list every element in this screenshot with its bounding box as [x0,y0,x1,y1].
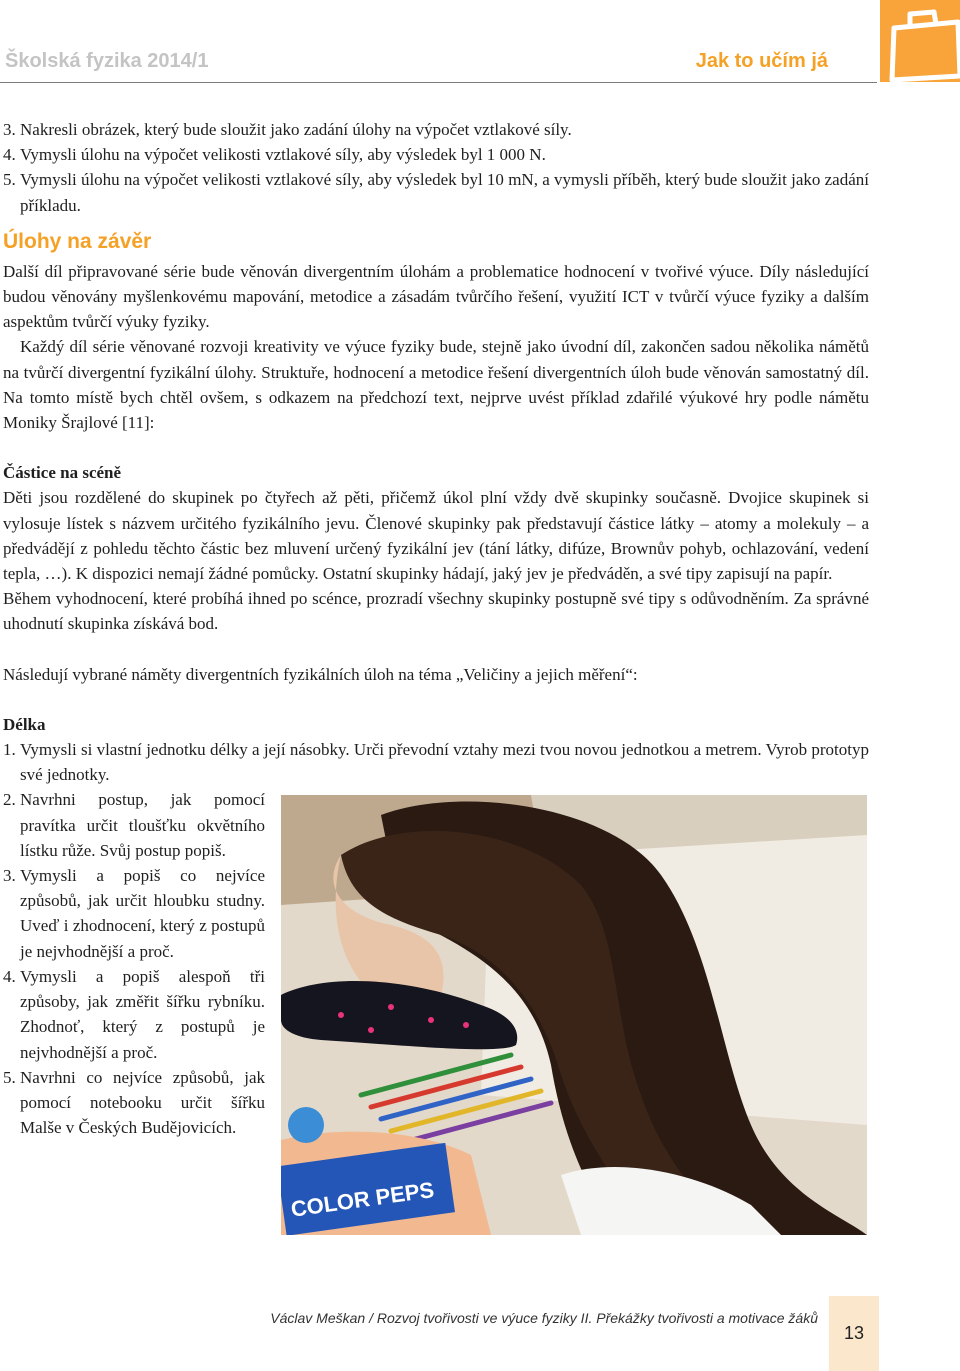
list-text: Nakresli obrázek, který bude sloužit jako zadání úlohy na výpočet vztlakové síly. [20,120,572,139]
list-item [3,142,869,167]
photo-brand-text: COLOR PEPS [289,1177,436,1223]
list-item [3,964,265,1065]
themes-intro: Následují vybrané náměty divergentních fyzikálních úloh na téma „Veličiny a jejich měření“: [3,664,638,684]
list-text: Navrhni co nejvíce způsobů, jak pomocí notebooku určit šířku Malše v Českých Budějovicích. [20,1067,265,1138]
spacer [3,435,869,460]
list-number: 4. [3,145,16,165]
section-title: Jak to učím já [695,50,828,72]
journal-title: Školská fyzika 2014/1 [5,50,209,72]
header-rule [0,82,877,83]
length-two-column [3,787,869,1235]
list-number: 3. [3,866,16,886]
length-list [3,787,265,1235]
list-text: Vymysli úlohu na výpočet velikosti vztlakové síly, aby výsledek byl 1 000 N. [20,145,546,165]
list-item [3,863,265,964]
footer-author-line: Václav Meškan / Rozvoj tvořivosti ve výuce fyziky II. Překážky tvořivosti a motivace žáků [270,1310,818,1326]
article-body [3,117,869,1235]
briefcase-icon [880,0,960,82]
list-text: Vymysli si vlastní jednotku délky a její násobky. Urči převodní vztahy mezi tvou novou jednotkou a metrem. Vyrob prototyp své jednotky. [20,740,869,785]
conclusion-paragraph-2: Každý díl série věnované rozvoji kreativity ve výuce fyziky bude, stejně jako úvodní díl, zakončen sadou několika námětů na tvůrčí divergentní fyzikální úlohy. Struktuře, hodnocení a metodice řešení divergentních úloh bude věnován samostatný díl. Na tomto místě bych chtěl ovšem, s odkazem na předchozí text, nejprve uvést příklad zdařilé výukové hry podle námětu Moniky Šrajlové [11]: [3,337,869,433]
list-number: 4. [3,966,16,986]
photo-illustration [281,795,867,1235]
classroom-photo [281,795,867,1235]
spacer [3,687,869,712]
list-text: Navrhni postup, jak pomocí pravítka určit tloušťku okvětního lístku růže. Svůj postup popiš. [20,790,265,860]
list-number: 1. [3,740,16,760]
spacer [3,637,869,662]
game-paragraph-1: Děti jsou rozdělené do skupinek po čtyřech až pěti, přičemž úkol plní vždy dvě skupinky současně. Dvojice skupinek si vylosuje lístek s názvem určitého fyzikálního jevu. Členové skupinky pak představují částice látky – atomy a molekuly – a předvádějí z pohledu těchto částic bez mluvení určený fyzikální jev (tání látky, difúze, Brownův pohyb, ochlazování, vedení tepla, …). K dispozici nemají žádné pomůcky. Ostatní skupinky hádají, jaký jev je předváděn, a své tipy zapisují na papír. [3,488,869,584]
list-item [3,1065,265,1141]
list-number: 5. [3,1067,16,1087]
list-number: 3. [3,120,16,139]
page-footer [0,1296,960,1371]
list-item [3,737,869,787]
length-heading: Délka [3,714,46,734]
game-paragraph-2: Během vyhodnocení, které probíhá ihned po scénce, prozradí všechny skupinky postupně své tipy s odůvodněním. Za správné uhodnutí skupinka získává bod. [3,589,869,634]
conclusion-heading: Úlohy na závěr [3,229,152,253]
game-heading: Částice na scéně [3,463,122,483]
intro-list [3,117,869,218]
conclusion-paragraph-1: Další díl připravované série bude věnován divergentním úlohám a problematice hodnocení v tvořivé výuce. Díly následující budou věnovány myšlenkovému mapování, metodice a zásadám tvůrčího řešení, využití ICT v tvůrčí výuce fyziky a dalším aspektům tvůrčí výuky fyziky. [3,261,869,332]
list-number: 2. [3,790,16,810]
list-text: Vymysli a popiš co nejvíce způsobů, jak určit hloubku studny. Uveď i zhodnocení, který z postupů je nejvhodnější a proč. [20,866,265,961]
page-header [0,0,960,80]
list-text: Vymysli a popiš alespoň tři způsoby, jak změřit šířku rybníku. Zhodnoť, který z postupů je nejvhodnější a proč. [20,966,265,1062]
list-number: 5. [3,170,16,190]
list-item [3,167,869,217]
list-text: Vymysli úlohu na výpočet velikosti vztlakové síly, aby výsledek byl 10 mN, a vymysli příběh, který bude sloužit jako zadání příkladu. [20,170,869,215]
list-item [3,117,869,142]
header-corner [880,0,960,82]
page-number: 13 [829,1296,879,1371]
list-item [3,787,265,863]
